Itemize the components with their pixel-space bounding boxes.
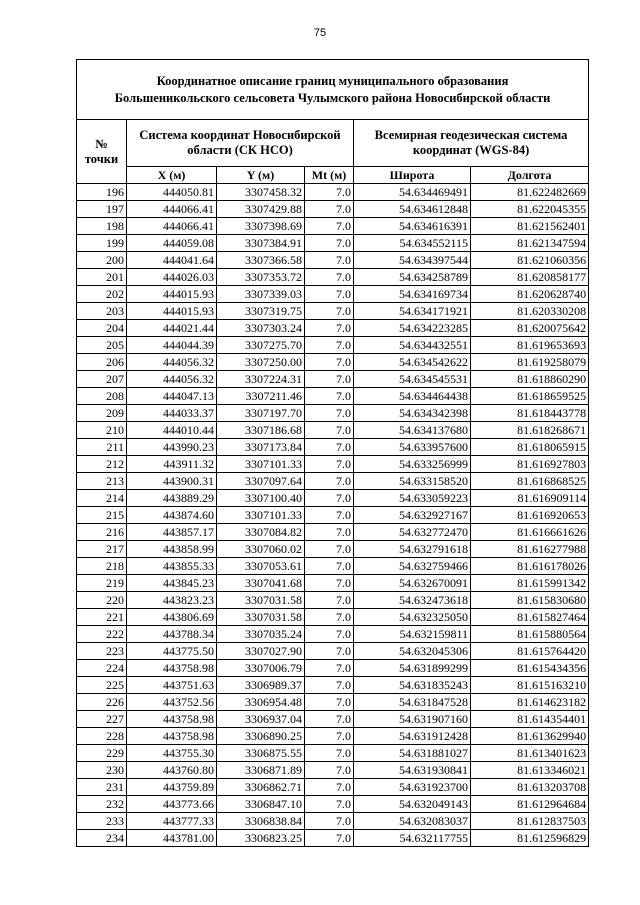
y-cell: 3307101.33 <box>217 507 305 524</box>
y-cell: 3306823.25 <box>217 830 305 847</box>
x-cell: 443889.29 <box>127 490 217 507</box>
mt-cell: 7.0 <box>305 779 354 796</box>
mt-cell: 7.0 <box>305 541 354 558</box>
point-number-cell: 198 <box>77 218 127 235</box>
table-row <box>77 490 589 507</box>
y-cell: 3307173.84 <box>217 439 305 456</box>
point-number-cell: 226 <box>77 694 127 711</box>
mt-cell: 7.0 <box>305 762 354 779</box>
y-cell: 3307053.61 <box>217 558 305 575</box>
table-row <box>77 677 589 694</box>
header-x: X (м) <box>127 167 217 184</box>
y-cell: 3307303.24 <box>217 320 305 337</box>
longitude-cell: 81.613401623 <box>471 745 589 762</box>
point-number-cell: 199 <box>77 235 127 252</box>
latitude-cell: 54.632045306 <box>354 643 471 660</box>
latitude-cell: 54.631899299 <box>354 660 471 677</box>
y-cell: 3307250.00 <box>217 354 305 371</box>
mt-cell: 7.0 <box>305 796 354 813</box>
longitude-cell: 81.615991342 <box>471 575 589 592</box>
latitude-cell: 54.631930841 <box>354 762 471 779</box>
latitude-cell: 54.634171921 <box>354 303 471 320</box>
x-cell: 443855.33 <box>127 558 217 575</box>
longitude-cell: 81.620330208 <box>471 303 589 320</box>
point-number-cell: 217 <box>77 541 127 558</box>
mt-cell: 7.0 <box>305 269 354 286</box>
longitude-cell: 81.618443778 <box>471 405 589 422</box>
longitude-cell: 81.615764420 <box>471 643 589 660</box>
x-cell: 443758.98 <box>127 660 217 677</box>
x-cell: 444056.32 <box>127 354 217 371</box>
point-number-cell: 213 <box>77 473 127 490</box>
longitude-cell: 81.616909114 <box>471 490 589 507</box>
point-number-cell: 229 <box>77 745 127 762</box>
mt-cell: 7.0 <box>305 524 354 541</box>
point-number-cell: 204 <box>77 320 127 337</box>
x-cell: 444056.32 <box>127 371 217 388</box>
table-row <box>77 813 589 830</box>
latitude-cell: 54.632927167 <box>354 507 471 524</box>
header-y: Y (м) <box>217 167 305 184</box>
latitude-cell: 54.631907160 <box>354 711 471 728</box>
x-cell: 443806.69 <box>127 609 217 626</box>
y-cell: 3307398.69 <box>217 218 305 235</box>
table-row <box>77 303 589 320</box>
table-row <box>77 184 589 201</box>
header-longitude: Долгота <box>471 167 589 184</box>
mt-cell: 7.0 <box>305 813 354 830</box>
x-cell: 443911.32 <box>127 456 217 473</box>
y-cell: 3307186.68 <box>217 422 305 439</box>
mt-cell: 7.0 <box>305 830 354 847</box>
longitude-cell: 81.613203708 <box>471 779 589 796</box>
longitude-cell: 81.620628740 <box>471 286 589 303</box>
point-number-cell: 231 <box>77 779 127 796</box>
table-row <box>77 371 589 388</box>
y-cell: 3307027.90 <box>217 643 305 660</box>
point-number-cell: 200 <box>77 252 127 269</box>
mt-cell: 7.0 <box>305 439 354 456</box>
table-row <box>77 626 589 643</box>
point-number-cell: 234 <box>77 830 127 847</box>
y-cell: 3306937.04 <box>217 711 305 728</box>
title-line-1: Координатное описание границ муниципального образования <box>156 73 509 88</box>
table-row <box>77 575 589 592</box>
point-number-cell: 209 <box>77 405 127 422</box>
y-cell: 3307097.64 <box>217 473 305 490</box>
x-cell: 443857.17 <box>127 524 217 541</box>
longitude-cell: 81.621347594 <box>471 235 589 252</box>
latitude-cell: 54.631923700 <box>354 779 471 796</box>
y-cell: 3307084.82 <box>217 524 305 541</box>
table-row <box>77 439 589 456</box>
mt-cell: 7.0 <box>305 694 354 711</box>
mt-cell: 7.0 <box>305 609 354 626</box>
point-number-cell: 196 <box>77 184 127 201</box>
longitude-cell: 81.619258079 <box>471 354 589 371</box>
longitude-cell: 81.618065915 <box>471 439 589 456</box>
y-cell: 3306862.71 <box>217 779 305 796</box>
table-row <box>77 456 589 473</box>
header-mt: Mt (м) <box>305 167 354 184</box>
longitude-cell: 81.618659525 <box>471 388 589 405</box>
y-cell: 3307041.68 <box>217 575 305 592</box>
point-number-cell: 225 <box>77 677 127 694</box>
x-cell: 443781.00 <box>127 830 217 847</box>
header-point-number: № точки <box>77 120 127 184</box>
y-cell: 3307211.46 <box>217 388 305 405</box>
latitude-cell: 54.631881027 <box>354 745 471 762</box>
point-number-cell: 228 <box>77 728 127 745</box>
longitude-cell: 81.616927803 <box>471 456 589 473</box>
mt-cell: 7.0 <box>305 558 354 575</box>
point-number-cell: 197 <box>77 201 127 218</box>
mt-cell: 7.0 <box>305 320 354 337</box>
latitude-cell: 54.634397544 <box>354 252 471 269</box>
table-row <box>77 218 589 235</box>
point-number-cell: 212 <box>77 456 127 473</box>
latitude-cell: 54.631847528 <box>354 694 471 711</box>
table-row <box>77 269 589 286</box>
longitude-cell: 81.616868525 <box>471 473 589 490</box>
point-number-cell: 215 <box>77 507 127 524</box>
mt-cell: 7.0 <box>305 592 354 609</box>
longitude-cell: 81.615163210 <box>471 677 589 694</box>
longitude-cell: 81.613629940 <box>471 728 589 745</box>
x-cell: 443751.63 <box>127 677 217 694</box>
longitude-cell: 81.614623182 <box>471 694 589 711</box>
latitude-cell: 54.634552115 <box>354 235 471 252</box>
table-row <box>77 558 589 575</box>
x-cell: 443758.98 <box>127 728 217 745</box>
latitude-cell: 54.632325050 <box>354 609 471 626</box>
longitude-cell: 81.614354401 <box>471 711 589 728</box>
y-cell: 3306871.89 <box>217 762 305 779</box>
latitude-cell: 54.632670091 <box>354 575 471 592</box>
header-wgs84: Всемирная геодезическая система координат (WGS-84) <box>354 120 589 167</box>
longitude-cell: 81.620858177 <box>471 269 589 286</box>
x-cell: 443758.98 <box>127 711 217 728</box>
longitude-cell: 81.612964684 <box>471 796 589 813</box>
x-cell: 443759.89 <box>127 779 217 796</box>
longitude-cell: 81.621060356 <box>471 252 589 269</box>
point-number-cell: 223 <box>77 643 127 660</box>
table-row <box>77 711 589 728</box>
y-cell: 3307060.02 <box>217 541 305 558</box>
table-row <box>77 728 589 745</box>
table-row <box>77 337 589 354</box>
header-sk-nso: Система координат Новосибирской области (СК НСО) <box>127 120 354 167</box>
latitude-cell: 54.632083037 <box>354 813 471 830</box>
latitude-cell: 54.634258789 <box>354 269 471 286</box>
x-cell: 444010.44 <box>127 422 217 439</box>
longitude-cell: 81.621562401 <box>471 218 589 235</box>
point-number-cell: 232 <box>77 796 127 813</box>
latitude-cell: 54.634545531 <box>354 371 471 388</box>
mt-cell: 7.0 <box>305 286 354 303</box>
longitude-cell: 81.622045355 <box>471 201 589 218</box>
mt-cell: 7.0 <box>305 507 354 524</box>
table-row <box>77 660 589 677</box>
mt-cell: 7.0 <box>305 303 354 320</box>
y-cell: 3307458.32 <box>217 184 305 201</box>
latitude-cell: 54.634169734 <box>354 286 471 303</box>
table-row <box>77 422 589 439</box>
table-row <box>77 830 589 847</box>
table-row <box>77 694 589 711</box>
latitude-cell: 54.632159811 <box>354 626 471 643</box>
point-number-cell: 233 <box>77 813 127 830</box>
mt-cell: 7.0 <box>305 575 354 592</box>
y-cell: 3307006.79 <box>217 660 305 677</box>
table-row <box>77 745 589 762</box>
x-cell: 444015.93 <box>127 286 217 303</box>
mt-cell: 7.0 <box>305 371 354 388</box>
table-row <box>77 354 589 371</box>
x-cell: 443990.23 <box>127 439 217 456</box>
mt-cell: 7.0 <box>305 745 354 762</box>
table-title <box>77 60 589 120</box>
table-row <box>77 762 589 779</box>
mt-cell: 7.0 <box>305 728 354 745</box>
header-latitude: Широта <box>354 167 471 184</box>
mt-cell: 7.0 <box>305 337 354 354</box>
point-number-cell: 220 <box>77 592 127 609</box>
x-cell: 444021.44 <box>127 320 217 337</box>
longitude-cell: 81.612837503 <box>471 813 589 830</box>
y-cell: 3306838.84 <box>217 813 305 830</box>
table-row <box>77 524 589 541</box>
longitude-cell: 81.615880564 <box>471 626 589 643</box>
latitude-cell: 54.634464438 <box>354 388 471 405</box>
table-row <box>77 541 589 558</box>
longitude-cell: 81.616661626 <box>471 524 589 541</box>
table-row <box>77 235 589 252</box>
longitude-cell: 81.616178026 <box>471 558 589 575</box>
point-number-cell: 202 <box>77 286 127 303</box>
mt-cell: 7.0 <box>305 677 354 694</box>
y-cell: 3307224.31 <box>217 371 305 388</box>
longitude-cell: 81.620075642 <box>471 320 589 337</box>
page-number: 75 <box>313 27 327 39</box>
point-number-cell: 211 <box>77 439 127 456</box>
latitude-cell: 54.634137680 <box>354 422 471 439</box>
x-cell: 444015.93 <box>127 303 217 320</box>
longitude-cell: 81.618860290 <box>471 371 589 388</box>
y-cell: 3306847.10 <box>217 796 305 813</box>
table-row <box>77 320 589 337</box>
x-cell: 443874.60 <box>127 507 217 524</box>
latitude-cell: 54.634542622 <box>354 354 471 371</box>
x-cell: 444026.03 <box>127 269 217 286</box>
latitude-cell: 54.631835243 <box>354 677 471 694</box>
table-row <box>77 201 589 218</box>
point-number-cell: 227 <box>77 711 127 728</box>
y-cell: 3307384.91 <box>217 235 305 252</box>
x-cell: 443755.30 <box>127 745 217 762</box>
latitude-cell: 54.633059223 <box>354 490 471 507</box>
latitude-cell: 54.632049143 <box>354 796 471 813</box>
y-cell: 3307100.40 <box>217 490 305 507</box>
latitude-cell: 54.632791618 <box>354 541 471 558</box>
y-cell: 3307429.88 <box>217 201 305 218</box>
x-cell: 444033.37 <box>127 405 217 422</box>
mt-cell: 7.0 <box>305 235 354 252</box>
point-number-cell: 201 <box>77 269 127 286</box>
y-cell: 3307339.03 <box>217 286 305 303</box>
latitude-cell: 54.632772470 <box>354 524 471 541</box>
mt-cell: 7.0 <box>305 490 354 507</box>
longitude-cell: 81.619653693 <box>471 337 589 354</box>
table-row <box>77 796 589 813</box>
y-cell: 3307353.72 <box>217 269 305 286</box>
longitude-cell: 81.616920653 <box>471 507 589 524</box>
longitude-cell: 81.615830680 <box>471 592 589 609</box>
x-cell: 443775.50 <box>127 643 217 660</box>
mt-cell: 7.0 <box>305 388 354 405</box>
y-cell: 3307319.75 <box>217 303 305 320</box>
latitude-cell: 54.633957600 <box>354 439 471 456</box>
point-number-cell: 222 <box>77 626 127 643</box>
point-number-cell: 218 <box>77 558 127 575</box>
x-cell: 444059.08 <box>127 235 217 252</box>
table-row <box>77 779 589 796</box>
y-cell: 3306989.37 <box>217 677 305 694</box>
latitude-cell: 54.633158520 <box>354 473 471 490</box>
coordinates-table <box>76 59 589 847</box>
longitude-cell: 81.615434356 <box>471 660 589 677</box>
point-number-cell: 221 <box>77 609 127 626</box>
point-number-cell: 224 <box>77 660 127 677</box>
x-cell: 443777.33 <box>127 813 217 830</box>
latitude-cell: 54.634616391 <box>354 218 471 235</box>
mt-cell: 7.0 <box>305 660 354 677</box>
y-cell: 3306875.55 <box>217 745 305 762</box>
table-row <box>77 252 589 269</box>
x-cell: 443900.31 <box>127 473 217 490</box>
point-number-cell: 210 <box>77 422 127 439</box>
y-cell: 3306890.25 <box>217 728 305 745</box>
mt-cell: 7.0 <box>305 218 354 235</box>
mt-cell: 7.0 <box>305 201 354 218</box>
mt-cell: 7.0 <box>305 405 354 422</box>
x-cell: 443823.23 <box>127 592 217 609</box>
mt-cell: 7.0 <box>305 354 354 371</box>
latitude-cell: 54.634432551 <box>354 337 471 354</box>
mt-cell: 7.0 <box>305 643 354 660</box>
point-number-cell: 230 <box>77 762 127 779</box>
y-cell: 3307275.70 <box>217 337 305 354</box>
point-number-cell: 214 <box>77 490 127 507</box>
x-cell: 443858.99 <box>127 541 217 558</box>
y-cell: 3307366.58 <box>217 252 305 269</box>
y-cell: 3307197.70 <box>217 405 305 422</box>
table-body <box>77 184 589 847</box>
x-cell: 443788.34 <box>127 626 217 643</box>
y-cell: 3307035.24 <box>217 626 305 643</box>
latitude-cell: 54.632473618 <box>354 592 471 609</box>
mt-cell: 7.0 <box>305 456 354 473</box>
x-cell: 444047.13 <box>127 388 217 405</box>
longitude-cell: 81.613346021 <box>471 762 589 779</box>
x-cell: 443773.66 <box>127 796 217 813</box>
table-row <box>77 473 589 490</box>
y-cell: 3307031.58 <box>217 609 305 626</box>
mt-cell: 7.0 <box>305 711 354 728</box>
point-number-cell: 216 <box>77 524 127 541</box>
mt-cell: 7.0 <box>305 184 354 201</box>
mt-cell: 7.0 <box>305 473 354 490</box>
table-row <box>77 405 589 422</box>
x-cell: 444044.39 <box>127 337 217 354</box>
latitude-cell: 54.631912428 <box>354 728 471 745</box>
y-cell: 3307031.58 <box>217 592 305 609</box>
latitude-cell: 54.634469491 <box>354 184 471 201</box>
y-cell: 3307101.33 <box>217 456 305 473</box>
x-cell: 443845.23 <box>127 575 217 592</box>
x-cell: 444041.64 <box>127 252 217 269</box>
table-row <box>77 609 589 626</box>
table-row <box>77 507 589 524</box>
point-number-cell: 219 <box>77 575 127 592</box>
point-number-cell: 205 <box>77 337 127 354</box>
longitude-cell: 81.615827464 <box>471 609 589 626</box>
longitude-cell: 81.612596829 <box>471 830 589 847</box>
title-line-2: Большеникольского сельсовета Чулымского района Новосибирской области <box>114 90 551 105</box>
longitude-cell: 81.622482669 <box>471 184 589 201</box>
mt-cell: 7.0 <box>305 422 354 439</box>
latitude-cell: 54.634612848 <box>354 201 471 218</box>
table-row <box>77 592 589 609</box>
latitude-cell: 54.634223285 <box>354 320 471 337</box>
mt-cell: 7.0 <box>305 252 354 269</box>
x-cell: 443752.56 <box>127 694 217 711</box>
point-number-cell: 208 <box>77 388 127 405</box>
x-cell: 444066.41 <box>127 218 217 235</box>
longitude-cell: 81.616277988 <box>471 541 589 558</box>
x-cell: 444050.81 <box>127 184 217 201</box>
x-cell: 444066.41 <box>127 201 217 218</box>
point-number-cell: 203 <box>77 303 127 320</box>
point-number-cell: 207 <box>77 371 127 388</box>
latitude-cell: 54.633256999 <box>354 456 471 473</box>
table-row <box>77 388 589 405</box>
longitude-cell: 81.618268671 <box>471 422 589 439</box>
point-number-cell: 206 <box>77 354 127 371</box>
table-row <box>77 286 589 303</box>
latitude-cell: 54.632759466 <box>354 558 471 575</box>
latitude-cell: 54.634342398 <box>354 405 471 422</box>
table-row <box>77 643 589 660</box>
y-cell: 3306954.48 <box>217 694 305 711</box>
mt-cell: 7.0 <box>305 626 354 643</box>
x-cell: 443760.80 <box>127 762 217 779</box>
latitude-cell: 54.632117755 <box>354 830 471 847</box>
